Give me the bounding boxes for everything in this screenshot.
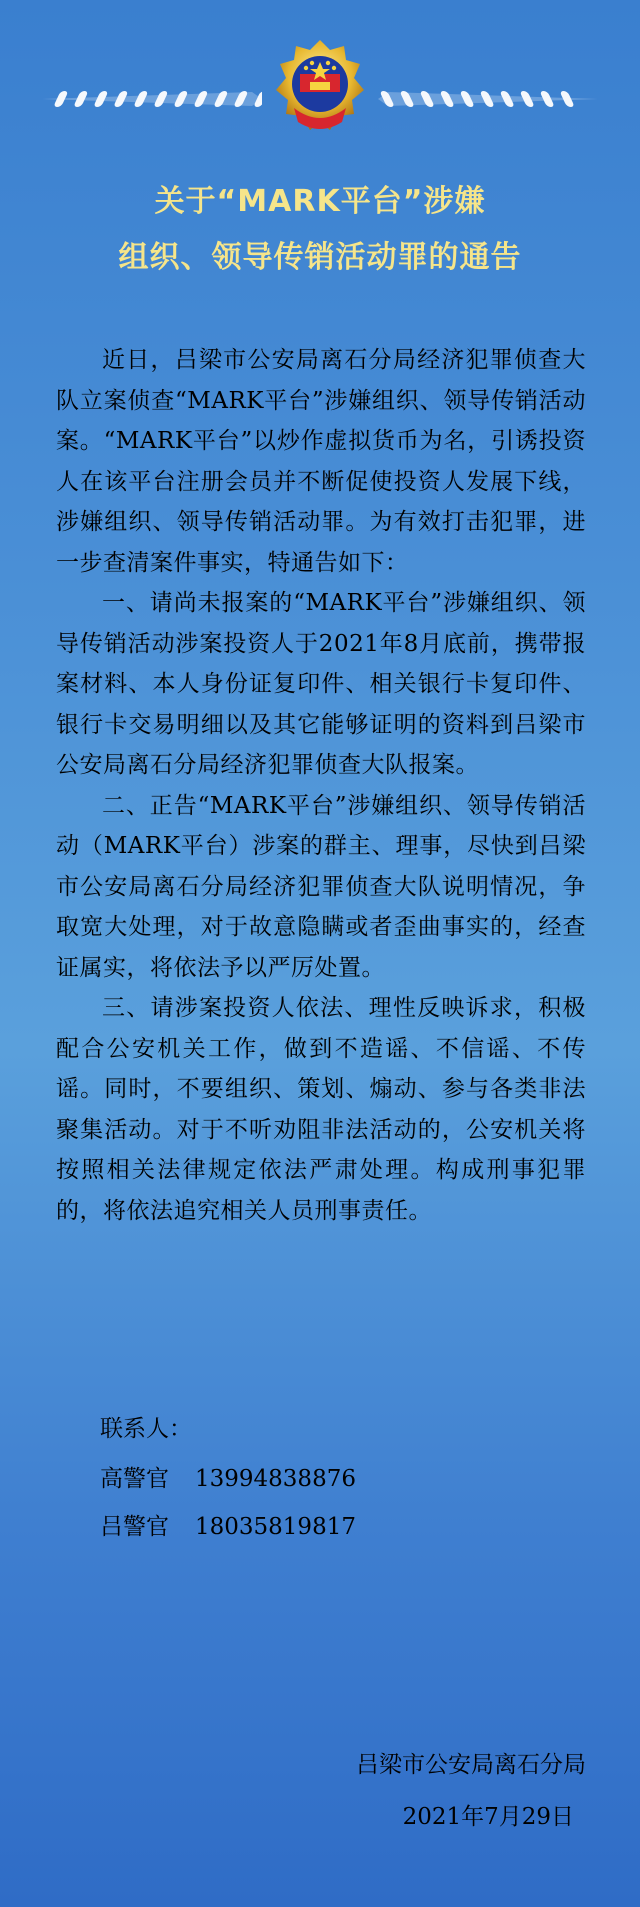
signature-date: 2021年7月29日	[402, 1804, 574, 1830]
signature-org: 吕梁市公安局离石分局	[356, 1752, 586, 1778]
notice-title-line2: 组织、领导传销活动罪的通告	[118, 240, 522, 275]
contact-label: 联系人：	[100, 1416, 192, 1442]
contact-name: 高警官	[100, 1466, 169, 1492]
paragraph-intro: 近日，吕梁市公安局离石分局经济犯罪侦查大队立案侦查“MARK平台”涉嫌组织、领导传销活动案。“MARK平台”以炒作虚拟货币为名，引诱投资人在该平台注册会员并不断促使投资人发展下线，涉嫌组织、领导传销活动罪。为有效打击犯罪，进一步查清案件事实，特通告如下：	[56, 347, 586, 576]
contact-row	[100, 1508, 356, 1541]
left-wing-icon	[42, 88, 262, 110]
right-wing-icon	[378, 88, 598, 110]
notice-title-line1: 关于“MARK平台”涉嫌	[154, 184, 486, 219]
header	[0, 0, 640, 150]
contact-row	[100, 1460, 356, 1493]
paragraph-item-1: 一、请尚未报案的“MARK平台”涉嫌组织、领导传销活动涉案投资人于2021年8月底前，携带报案材料、本人身份证复印件、相关银行卡复印件、银行卡交易明细以及其它能够证明的资料到吕梁市公安局离石分局经济犯罪侦查大队报案。	[56, 590, 586, 778]
police-emblem-icon	[272, 38, 368, 138]
contact-name: 吕警官	[100, 1514, 169, 1540]
paragraph-item-3: 三、请涉案投资人依法、理性反映诉求，积极配合公安机关工作，做到不造谣、不信谣、不传谣。同时，不要组织、策划、煽动、参与各类非法聚集活动。对于不听劝阻非法活动的，公安机关将按照相关法律规定依法严肃处理。构成刑事犯罪的，将依法追究相关人员刑事责任。	[56, 995, 586, 1224]
notice-body	[56, 340, 586, 1231]
contact-phone: 18035819817	[195, 1514, 356, 1540]
paragraph-item-2: 二、正告“MARK平台”涉嫌组织、领导传销活动（MARK平台）涉案的群主、理事，尽快到吕梁市公安局离石分局经济犯罪侦查大队说明情况，争取宽大处理，对于故意隐瞒或者歪曲事实的，经查证属实，将依法予以严厉处置。	[56, 792, 586, 981]
contact-phone: 13994838876	[195, 1466, 356, 1492]
